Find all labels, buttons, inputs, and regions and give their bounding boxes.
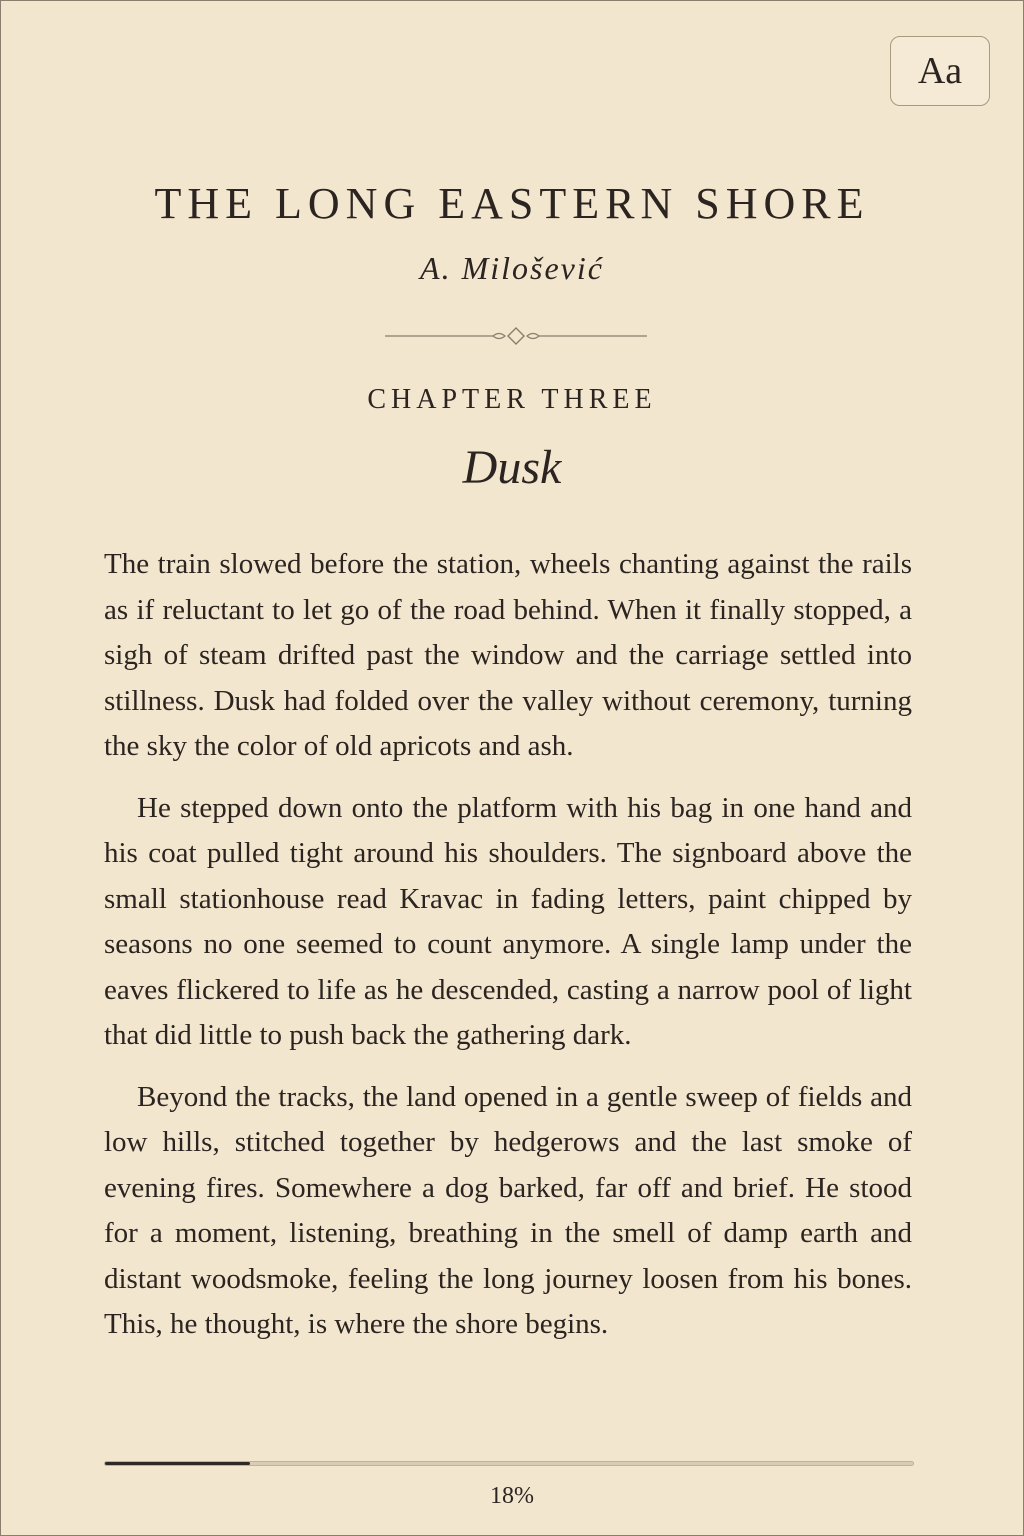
chapter-body: [104, 542, 912, 1364]
book-title: THE LONG EASTERN SHORE: [154, 179, 870, 228]
book-author: A. Milošević: [420, 250, 604, 286]
paragraph: The train slowed before the station, wheels chanting against the rails as if reluctant to let go of the road behind. When it finally stopped, a sigh of steam drifted past the window and the carriage settled into stillness. Dusk had folded over the valley without ceremony, turning the sky the color of old apricots and ash.: [104, 548, 912, 762]
reading-progress-bar[interactable]: [104, 1461, 914, 1466]
reading-progress-label: 18%: [490, 1483, 534, 1509]
chapter-label: CHAPTER THREE: [367, 384, 657, 415]
reading-progress-fill: [105, 1462, 250, 1465]
font-settings-label: Aa: [917, 50, 963, 92]
ornament-divider-icon: [385, 322, 647, 350]
chapter-title: Dusk: [462, 441, 562, 494]
font-settings-button[interactable]: [890, 36, 990, 106]
paragraph: Beyond the tracks, the land opened in a gentle sweep of fields and low hills, stitched together by hedgerows and the last smoke of evening fires. Somewhere a dog barked, far off and brief. He stood for a moment, listening, breathing in the smell of damp earth and distant woodsmoke, feeling the long journey loosen from his bones. This, he thought, is where the shore begins.: [104, 1080, 912, 1340]
paragraph: He stepped down onto the platform with his bag in one hand and his coat pulled tight around his shoulders. The signboard above the small stationhouse read Kravac in fading letters, paint chipped by seasons no one seemed to count anymore. A single lamp under the eaves flickered to life as he descended, casting a narrow pool of light that did little to push back the gathering dark.: [104, 791, 912, 1051]
